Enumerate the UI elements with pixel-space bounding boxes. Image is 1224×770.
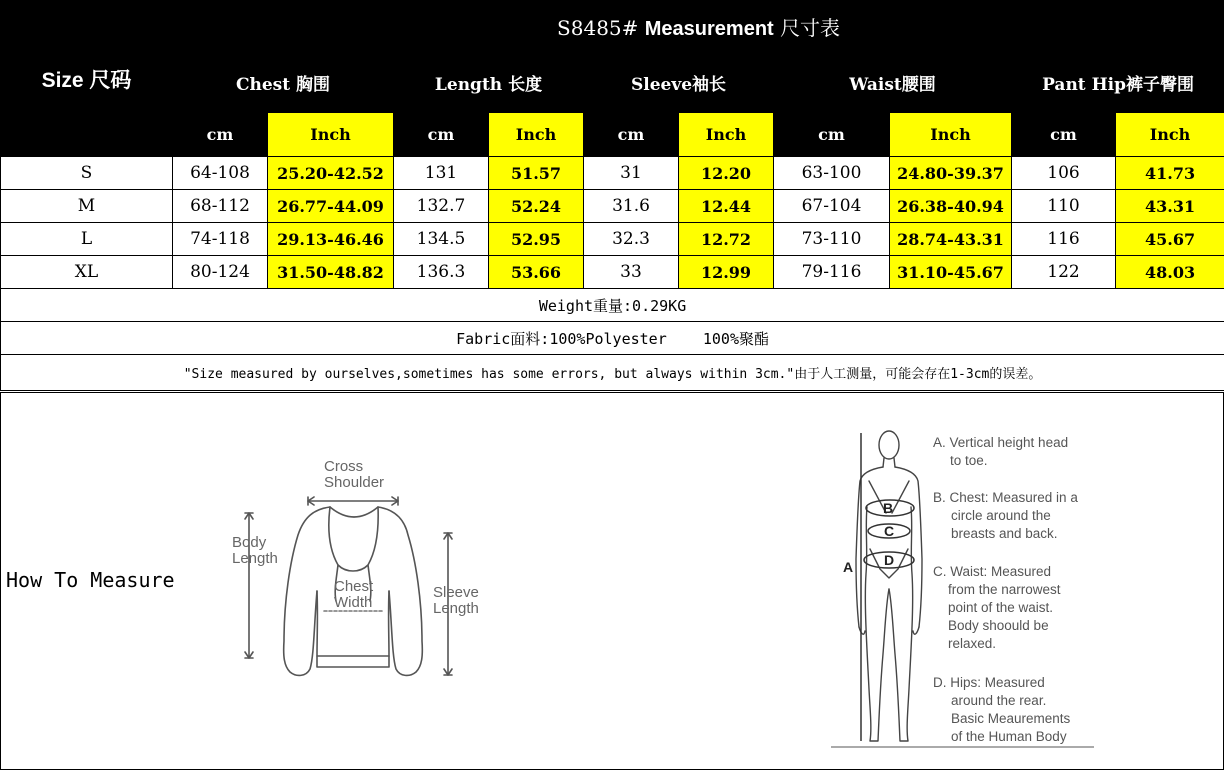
table-cell: 132.7 — [394, 190, 489, 223]
measurement-note: "Size measured by ourselves,sometimes has some errors, but always within 3cm."由于人工测量，可能会存在1-3cm的误差。 — [1, 355, 1224, 391]
table-cell: 12.72 — [679, 223, 774, 256]
table-cell: 51.57 — [489, 157, 584, 190]
shirt-label-chest-width: Width — [334, 594, 373, 611]
table-cell: 64-108 — [173, 157, 268, 190]
size-label: M — [1, 190, 173, 223]
table-cell: 31.6 — [584, 190, 679, 223]
table-cell: 52.95 — [489, 223, 584, 256]
size-label: XL — [1, 256, 173, 289]
table-cell: 32.3 — [584, 223, 679, 256]
body-letter-b: B — [883, 500, 894, 516]
legend-line: breasts and back. — [951, 526, 1058, 541]
table-cell: 31 — [584, 157, 679, 190]
table-cell: 31.50-48.82 — [268, 256, 394, 289]
fabric-info: Fabric面料:100%Polyester 100%聚酯 — [1, 322, 1224, 355]
legend-line: Body shoould be — [948, 618, 1049, 633]
legend-line: point of the waist. — [948, 600, 1054, 615]
table-cell: 12.20 — [679, 157, 774, 190]
legend-line: D. Hips: Measured — [933, 675, 1045, 690]
table-row — [1, 223, 1224, 256]
unit-inch: Inch — [890, 113, 1012, 157]
group-sleeve: Sleeve袖长 — [584, 53, 774, 113]
unit-cm: cm — [173, 113, 268, 157]
table-cell: 106 — [1012, 157, 1116, 190]
table-cell: 45.67 — [1116, 223, 1224, 256]
unit-inch: Inch — [268, 113, 394, 157]
group-waist: Waist腰围 — [774, 53, 1012, 113]
unit-cm: cm — [1012, 113, 1116, 157]
table-cell: 41.73 — [1116, 157, 1224, 190]
table-cell: 79-116 — [774, 256, 890, 289]
table-cell: 33 — [584, 256, 679, 289]
table-cell: 131 — [394, 157, 489, 190]
table-cell: 24.80-39.37 — [890, 157, 1012, 190]
legend-line: of the Human Body — [951, 729, 1067, 744]
weight-info: Weight重量:0.29KG — [1, 289, 1224, 322]
table-cell: 67-104 — [774, 190, 890, 223]
table-cell: 73-110 — [774, 223, 890, 256]
legend-line: C. Waist: Measured — [933, 564, 1052, 579]
table-cell: 28.74-43.31 — [890, 223, 1012, 256]
table-cell: 29.13-46.46 — [268, 223, 394, 256]
group-chest: Chest 胸围 — [173, 53, 394, 113]
size-label: L — [1, 223, 173, 256]
shirt-label-shoulder: Shoulder — [324, 474, 385, 491]
legend-line: B. Chest: Measured in a — [933, 490, 1078, 505]
legend-line: A. Vertical height head — [933, 435, 1069, 450]
legend-line: circle around the — [951, 508, 1051, 523]
table-cell: 26.38-40.94 — [890, 190, 1012, 223]
legend-line: relaxed. — [948, 636, 997, 651]
legend-line: from the narrowest — [948, 582, 1061, 597]
table-cell: 43.31 — [1116, 190, 1224, 223]
shirt-label-body: Body — [232, 534, 267, 551]
how-to-measure-panel — [0, 392, 1224, 770]
shirt-label-sleeve-length: Length — [433, 600, 479, 617]
legend-line: Basic Meaurements — [951, 711, 1071, 726]
shirt-label-sleeve: Sleeve — [433, 584, 479, 601]
table-row — [1, 190, 1224, 223]
unit-cm: cm — [394, 113, 489, 157]
table-cell: 80-124 — [173, 256, 268, 289]
chart-title: S8485# Measurement 尺寸表 — [173, 1, 1224, 53]
table-cell: 48.03 — [1116, 256, 1224, 289]
legend-line: around the rear. — [951, 693, 1047, 708]
shirt-label-body-length: Length — [232, 550, 278, 567]
size-header: Size 尺码 — [1, 1, 173, 157]
unit-inch: Inch — [1116, 113, 1224, 157]
table-cell: 53.66 — [489, 256, 584, 289]
size-label: S — [1, 157, 173, 190]
table-cell: 63-100 — [774, 157, 890, 190]
table-cell: 12.99 — [679, 256, 774, 289]
table-cell: 25.20-42.52 — [268, 157, 394, 190]
unit-inch: Inch — [489, 113, 584, 157]
unit-inch: Inch — [679, 113, 774, 157]
table-cell: 31.10-45.67 — [890, 256, 1012, 289]
group-length: Length 长度 — [394, 53, 584, 113]
table-row — [1, 256, 1224, 289]
body-measure-diagram — [829, 429, 1099, 755]
table-cell: 136.3 — [394, 256, 489, 289]
table-cell: 134.5 — [394, 223, 489, 256]
table-cell: 12.44 — [679, 190, 774, 223]
body-letter-c: C — [884, 523, 895, 539]
how-to-measure-heading: How To Measure — [6, 568, 175, 592]
table-cell: 116 — [1012, 223, 1116, 256]
table-cell: 26.77-44.09 — [268, 190, 394, 223]
table-row — [1, 157, 1224, 190]
shirt-label-cross: Cross — [324, 458, 364, 475]
table-cell: 122 — [1012, 256, 1116, 289]
legend-line: to toe. — [950, 453, 988, 468]
unit-cm: cm — [774, 113, 890, 157]
group-pant-hip: Pant Hip裤子臀围 — [1012, 53, 1224, 113]
body-letter-a: A — [843, 559, 854, 575]
table-cell: 68-112 — [173, 190, 268, 223]
shirt-label-chest: Chest — [334, 578, 374, 595]
unit-cm: cm — [584, 113, 679, 157]
body-letter-d: D — [884, 552, 895, 568]
table-cell: 110 — [1012, 190, 1116, 223]
shirt-measure-diagram — [226, 451, 501, 696]
table-cell: 52.24 — [489, 190, 584, 223]
table-cell: 74-118 — [173, 223, 268, 256]
